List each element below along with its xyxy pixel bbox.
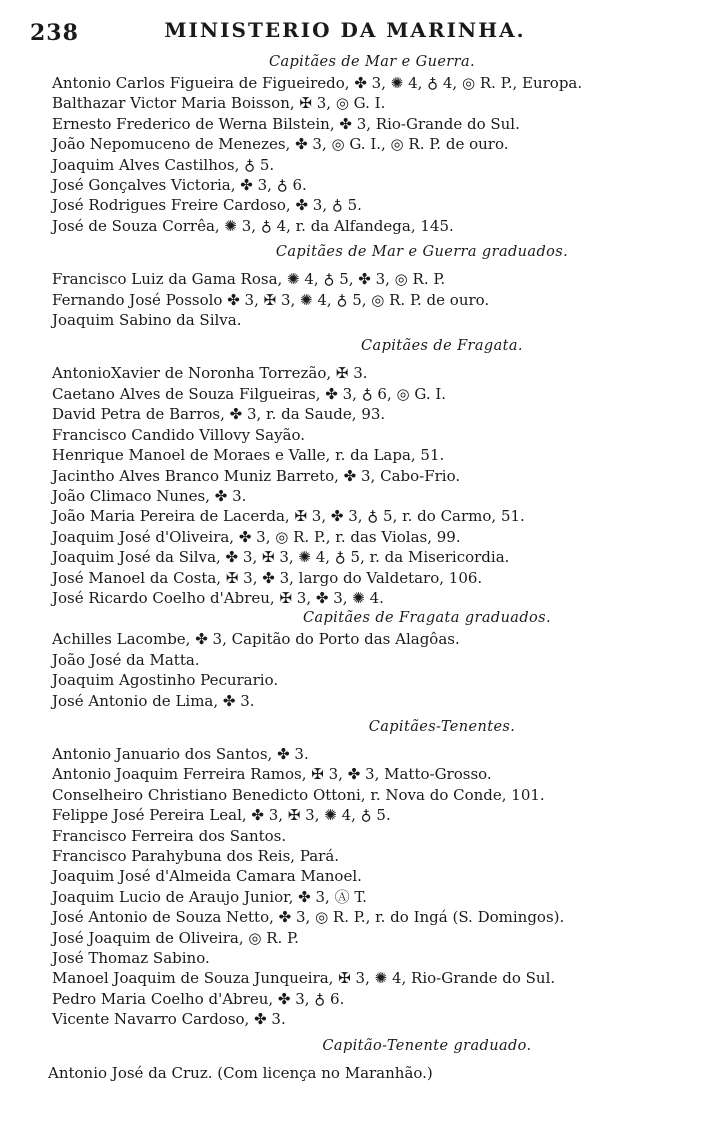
entry: José Rodrigues Freire Cardoso, ✤ 3, ♁ 5. bbox=[52, 196, 362, 215]
entry: Joaquim José d'Almeida Camara Manoel. bbox=[52, 867, 362, 886]
entry: Fernando José Possolo ✤ 3, ✠ 3, ✺ 4, ♁ 5, ◎ R. P. de ouro. bbox=[52, 290, 490, 309]
entry: Joaquim Lucio de Araujo Junior, ✤ 3, Ⓐ T. bbox=[52, 887, 367, 906]
entry: José Ricardo Coelho d'Abreu, ✠ 3, ✤ 3, ✺ 4. bbox=[52, 588, 384, 607]
entry: Ernesto Frederico de Werna Bilstein, ✤ 3, Rio-Grande do Sul. bbox=[52, 114, 520, 133]
entry: José Thomaz Sabino. bbox=[52, 949, 210, 968]
entry: Francisco Candido Villovy Sayão. bbox=[52, 425, 306, 444]
entry: José Gonçalves Victoria, ✤ 3, ♁ 6. bbox=[52, 176, 307, 195]
entry: Pedro Maria Coelho d'Abreu, ✤ 3, ♁ 6. bbox=[52, 989, 345, 1008]
entry: Vicente Navarro Cardoso, ✤ 3. bbox=[52, 1010, 286, 1029]
entry: João Climaco Nunes, ✤ 3. bbox=[52, 486, 247, 505]
entry: David Petra de Barros, ✤ 3, r. da Saude, 93. bbox=[52, 405, 386, 424]
entry: Caetano Alves de Souza Filgueiras, ✤ 3, ♁ 6, ◎ G. I. bbox=[52, 384, 447, 403]
entry: José Joaquim de Oliveira, ◎ R. P. bbox=[52, 928, 299, 947]
entry: Jacintho Alves Branco Muniz Barreto, ✤ 3, Cabo-Frio. bbox=[52, 466, 461, 485]
entry: Achilles Lacombe, ✤ 3, Capitão do Porto das Alagôas. bbox=[52, 630, 460, 649]
entry: José Antonio de Lima, ✤ 3. bbox=[52, 691, 255, 710]
entry: João Nepomuceno de Menezes, ✤ 3, ◎ G. I., ◎ R. P. de ouro. bbox=[52, 135, 509, 154]
running-title: MINISTERIO DA MARINHA. bbox=[164, 18, 526, 42]
entry: João José da Matta. bbox=[52, 650, 200, 669]
entry: Joaquim José da Silva, ✤ 3, ✠ 3, ✺ 4, ♁ 5, r. da Misericordia. bbox=[52, 548, 510, 567]
section-title: Capitães de Fragata graduados. bbox=[302, 610, 552, 627]
section-title: Capitães de Mar e Guerra graduados. bbox=[275, 244, 569, 261]
entry: Antonio Joaquim Ferreira Ramos, ✠ 3, ✤ 3, Matto-Grosso. bbox=[52, 765, 492, 784]
entry: Henrique Manoel de Moraes e Valle, r. da Lapa, 51. bbox=[52, 446, 445, 465]
entry: José de Souza Corrêa, ✺ 3, ♁ 4, r. da Alfandega, 145. bbox=[52, 216, 454, 235]
section-title: Capitães de Mar e Guerra. bbox=[268, 54, 476, 70]
entry: Balthazar Victor Maria Boisson, ✠ 3, ◎ G. I. bbox=[52, 94, 386, 113]
entry: João Maria Pereira de Lacerda, ✠ 3, ✤ 3, ♁ 5, r. do Carmo, 51. bbox=[52, 507, 525, 526]
entry: Francisco Parahybuna dos Reis, Pará. bbox=[52, 847, 340, 865]
entry: Antonio Januario dos Santos, ✤ 3. bbox=[52, 744, 309, 763]
entry: Antonio Carlos Figueira de Figueiredo, ✤ 3, ✺ 4, ♁ 4, ◎ R. P., Europa. bbox=[52, 74, 583, 92]
entry: Francisco Luiz da Gama Rosa, ✺ 4, ♁ 5, ✤ 3, ◎ R. P. bbox=[52, 270, 446, 289]
entry: Felippe José Pereira Leal, ✤ 3, ✠ 3, ✺ 4, ♁ 5. bbox=[52, 806, 391, 825]
entry: Manoel Joaquim de Souza Junqueira, ✠ 3, ✺ 4, Rio-Grande do Sul. bbox=[52, 969, 556, 988]
entry: José Manoel da Costa, ✠ 3, ✤ 3, largo do Valdetaro, 106. bbox=[52, 568, 483, 587]
entry: Conselheiro Christiano Benedicto Ottoni, r. Nova do Conde, 101. bbox=[52, 785, 545, 804]
section-title: Capitães de Fragata. bbox=[361, 338, 523, 355]
section-title: Capitão-Tenente graduado. bbox=[322, 1037, 532, 1054]
entry: Joaquim Agostinho Pecurario. bbox=[52, 671, 279, 690]
page-number: 238 bbox=[30, 20, 79, 46]
section-title: Capitães-Tenentes. bbox=[368, 718, 516, 735]
entry: Joaquim José d'Oliveira, ✤ 3, ◎ R. P., r. das Violas, 99. bbox=[52, 527, 461, 546]
entry: Joaquim Sabino da Silva. bbox=[52, 311, 242, 330]
entry: Antonio José da Cruz. (Com licença no Maranhão.) bbox=[48, 1063, 433, 1082]
directory-list bbox=[48, 52, 712, 1083]
entry: Francisco Ferreira dos Santos. bbox=[52, 826, 287, 845]
entry: José Antonio de Souza Netto, ✤ 3, ◎ R. P., r. do Ingá (S. Domingos). bbox=[52, 908, 565, 927]
entry: Joaquim Alves Castilhos, ♁ 5. bbox=[52, 155, 275, 174]
entry: AntonioXavier de Noronha Torrezão, ✠ 3. bbox=[52, 364, 368, 383]
